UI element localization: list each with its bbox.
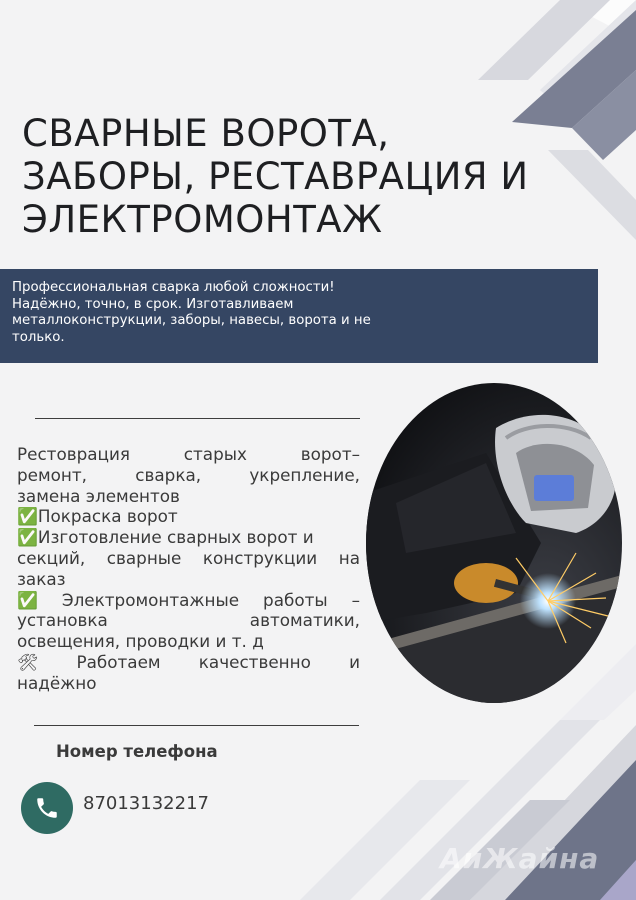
services-word: качественно: [198, 651, 311, 672]
services-line: [17, 569, 360, 590]
phone-icon: [34, 795, 60, 821]
services-word: сварка,: [135, 464, 202, 485]
services-line: [17, 631, 360, 652]
title-line: СВАРНЫЕ ВОРОТА,: [22, 112, 390, 155]
divider-top: [35, 418, 360, 419]
services-line: [17, 506, 360, 527]
title-line: ЗАБОРЫ, РЕСТАВРАЦИЯ И: [22, 155, 529, 198]
divider-bottom: [34, 725, 359, 726]
services-list: [17, 444, 360, 694]
banner-line: только.: [12, 329, 65, 345]
services-word: –: [351, 589, 360, 610]
services-word: установка: [17, 610, 108, 631]
banner-line: Профессиональная сварка любой сложности!: [12, 280, 335, 295]
services-word: старых: [183, 444, 247, 464]
services-word: ✅Изготовление сварных ворот и: [17, 527, 314, 548]
services-line: [17, 610, 360, 631]
services-word: ворот–: [300, 444, 360, 464]
services-word: укрепление,: [249, 464, 360, 485]
banner-line: металлоконструкции, заборы, навесы, ворота и не: [12, 313, 371, 328]
phone-number[interactable]: 87013132217: [83, 793, 209, 814]
services-line: [17, 590, 360, 611]
services-word: заказ: [17, 568, 66, 589]
banner-line: Надёжно, точно, в срок. Изготавливаем: [12, 296, 294, 312]
services-word: Электромонтажные: [61, 589, 240, 610]
welding-photo: [366, 383, 622, 703]
services-word: Рестоврация: [17, 444, 130, 464]
services-word: и: [349, 651, 360, 672]
services-line: [17, 465, 360, 486]
services-word: конструкции: [202, 547, 318, 568]
services-line: [17, 527, 360, 548]
services-line: [17, 486, 360, 507]
services-line: [17, 652, 360, 673]
services-word: освещения, проводки и т. д: [17, 631, 264, 652]
intro-banner: [0, 269, 598, 363]
page-title: [22, 112, 612, 241]
services-word: ремонт,: [17, 464, 87, 485]
services-word: сварные: [106, 547, 182, 568]
title-line: ЭЛЕКТРОМОНТАЖ: [22, 198, 383, 241]
services-word: секций,: [17, 547, 86, 568]
services-word: 🛠: [17, 651, 39, 672]
services-line: [17, 548, 360, 569]
services-word: ✅: [17, 589, 38, 610]
services-word: замена элементов: [17, 485, 180, 506]
call-button[interactable]: [21, 782, 73, 834]
services-word: на: [338, 547, 360, 568]
phone-label: Номер телефона: [56, 742, 218, 761]
services-word: автоматики,: [249, 610, 360, 631]
services-word: работы: [263, 589, 328, 610]
services-word: ✅Покраска ворот: [17, 506, 178, 527]
services-line: [17, 673, 360, 694]
watermark-logo: АиЖайна: [440, 842, 600, 875]
services-word: Работаем: [76, 651, 161, 672]
services-word: надёжно: [17, 672, 97, 693]
services-line: [17, 444, 360, 465]
